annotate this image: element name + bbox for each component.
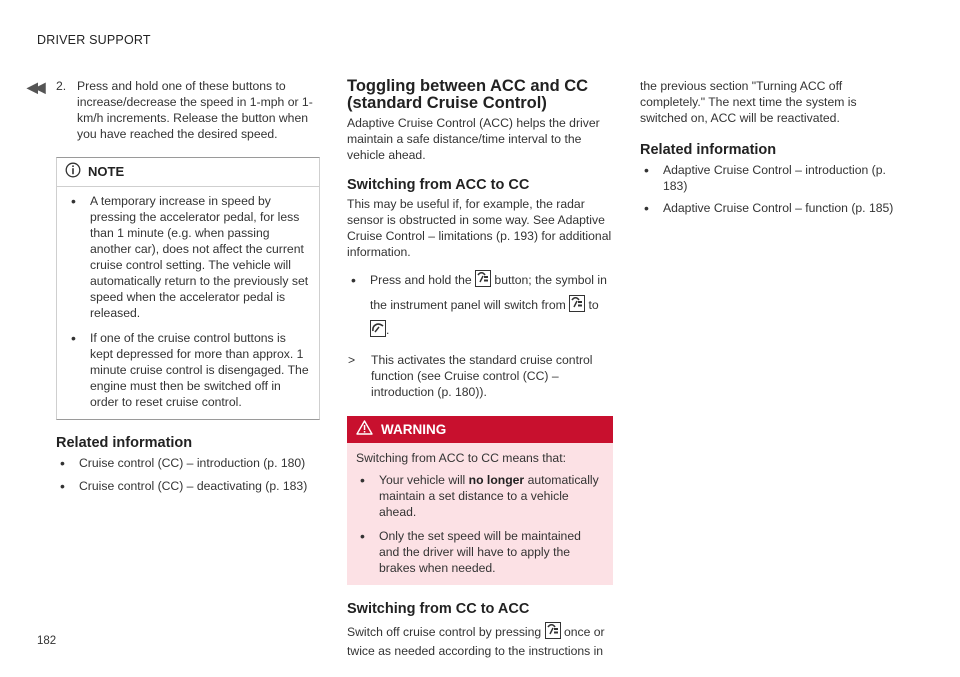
related-info-title: Related information [640,142,777,158]
step-text-c: to [588,298,599,312]
column-2 [347,78,613,659]
subheading-acc-to-cc: Switching from ACC to CC [347,177,530,193]
section-title: DRIVER SUPPORT [37,33,151,47]
related-link[interactable]: • Adaptive Cruise Control – introduction (p. 183) [640,162,906,194]
related-list [56,455,320,494]
cc-symbol-icon [370,320,386,344]
note-icon [65,162,81,182]
step-text: Press and hold one of these buttons to increase/decrease the speed in 1-mph or 1-km/h increments. Release the button when you have reached the desired speed. [77,79,313,141]
cc-to-acc-text [347,622,613,659]
warning-item-text-c: automatically maintain a set distance to a vehicle ahead. [379,473,599,519]
warning-item: • Only the set speed will be maintained and the driver will have to apply the brakes when needed. [356,528,604,576]
note-box [56,157,320,420]
subheading-cc-to-acc: Switching from CC to ACC [347,601,530,617]
related-list [640,162,906,216]
note-item: • A temporary increase in speed by pressing the accelerator pedal, for less than 1 minute (e.g. when passing another car), does not affect the current cruise control setting. The vehicle will automatically return to the previously set speed when the accelerator pedal is released. [67,193,309,321]
column-1 [56,78,320,501]
related-link[interactable]: • Cruise control (CC) – introduction (p. 180) [56,455,320,471]
step-text-a: Press and hold the [370,273,472,287]
warning-item-emphasis: no longer [468,473,525,487]
back-arrows-icon[interactable]: ◀◀ [27,79,43,95]
acc-to-cc-text: This may be useful if, for example, the radar sensor is obstructed in some way. See Adaptive Cruise Control – limitations (p. 193) for additional information. [347,197,612,259]
section-heading: Toggling between ACC and CC (standard Cruise Control) [347,77,589,112]
acc-button-icon [545,622,561,643]
cc-to-acc-text-a: Switch off cruise control by pressing [347,625,542,639]
result-arrow: > [348,353,356,367]
cc-to-acc-text-b: once or twice as needed according to the instructions in [347,625,605,658]
step-number: 2. [56,79,67,93]
related-link[interactable]: • Cruise control (CC) – deactivating (p. 183) [56,478,320,494]
intro-text: Adaptive Cruise Control (ACC) helps the driver maintain a safe distance/time interval to the vehicle ahead. [347,116,600,162]
warning-box [347,416,613,585]
note-title: NOTE [88,164,125,179]
step-end: . [386,323,390,337]
page-number: 182 [37,635,57,647]
warning-list [356,472,604,576]
note-item: • If one of the cruise control buttons is kept depressed for more than approx. 1 minute cruise control is disengaged. The engine must then be switched off in order to reset cruise control. [67,330,309,410]
result-text: This activates the standard cruise control function (see Cruise control (CC) – introduction (p. 180)). [371,353,593,399]
step-2 [56,78,320,142]
step-text-b: button; the symbol in the instrument panel will switch from [370,273,607,312]
related-info-title: Related information [56,435,193,451]
note-header [57,158,319,187]
acc-to-cc-step [347,269,613,344]
acc-to-cc-steps [347,269,613,344]
warning-item [356,472,604,520]
related-link[interactable]: • Adaptive Cruise Control – function (p. 185) [640,200,906,216]
warning-intro: Switching from ACC to CC means that: [356,451,566,465]
acc-symbol-icon [569,295,585,319]
warning-title: WARNING [381,421,447,437]
warning-header [347,416,613,443]
note-list [67,193,309,410]
warning-item-text-a: Your vehicle will [379,473,466,487]
acc-button-icon [475,270,491,294]
warning-icon [356,420,373,439]
column-3 [640,78,906,222]
result-line [347,352,613,400]
continuation-text: the previous section "Turning ACC off completely." The next time the system is switched on, ACC will be reactivated. [640,79,857,125]
